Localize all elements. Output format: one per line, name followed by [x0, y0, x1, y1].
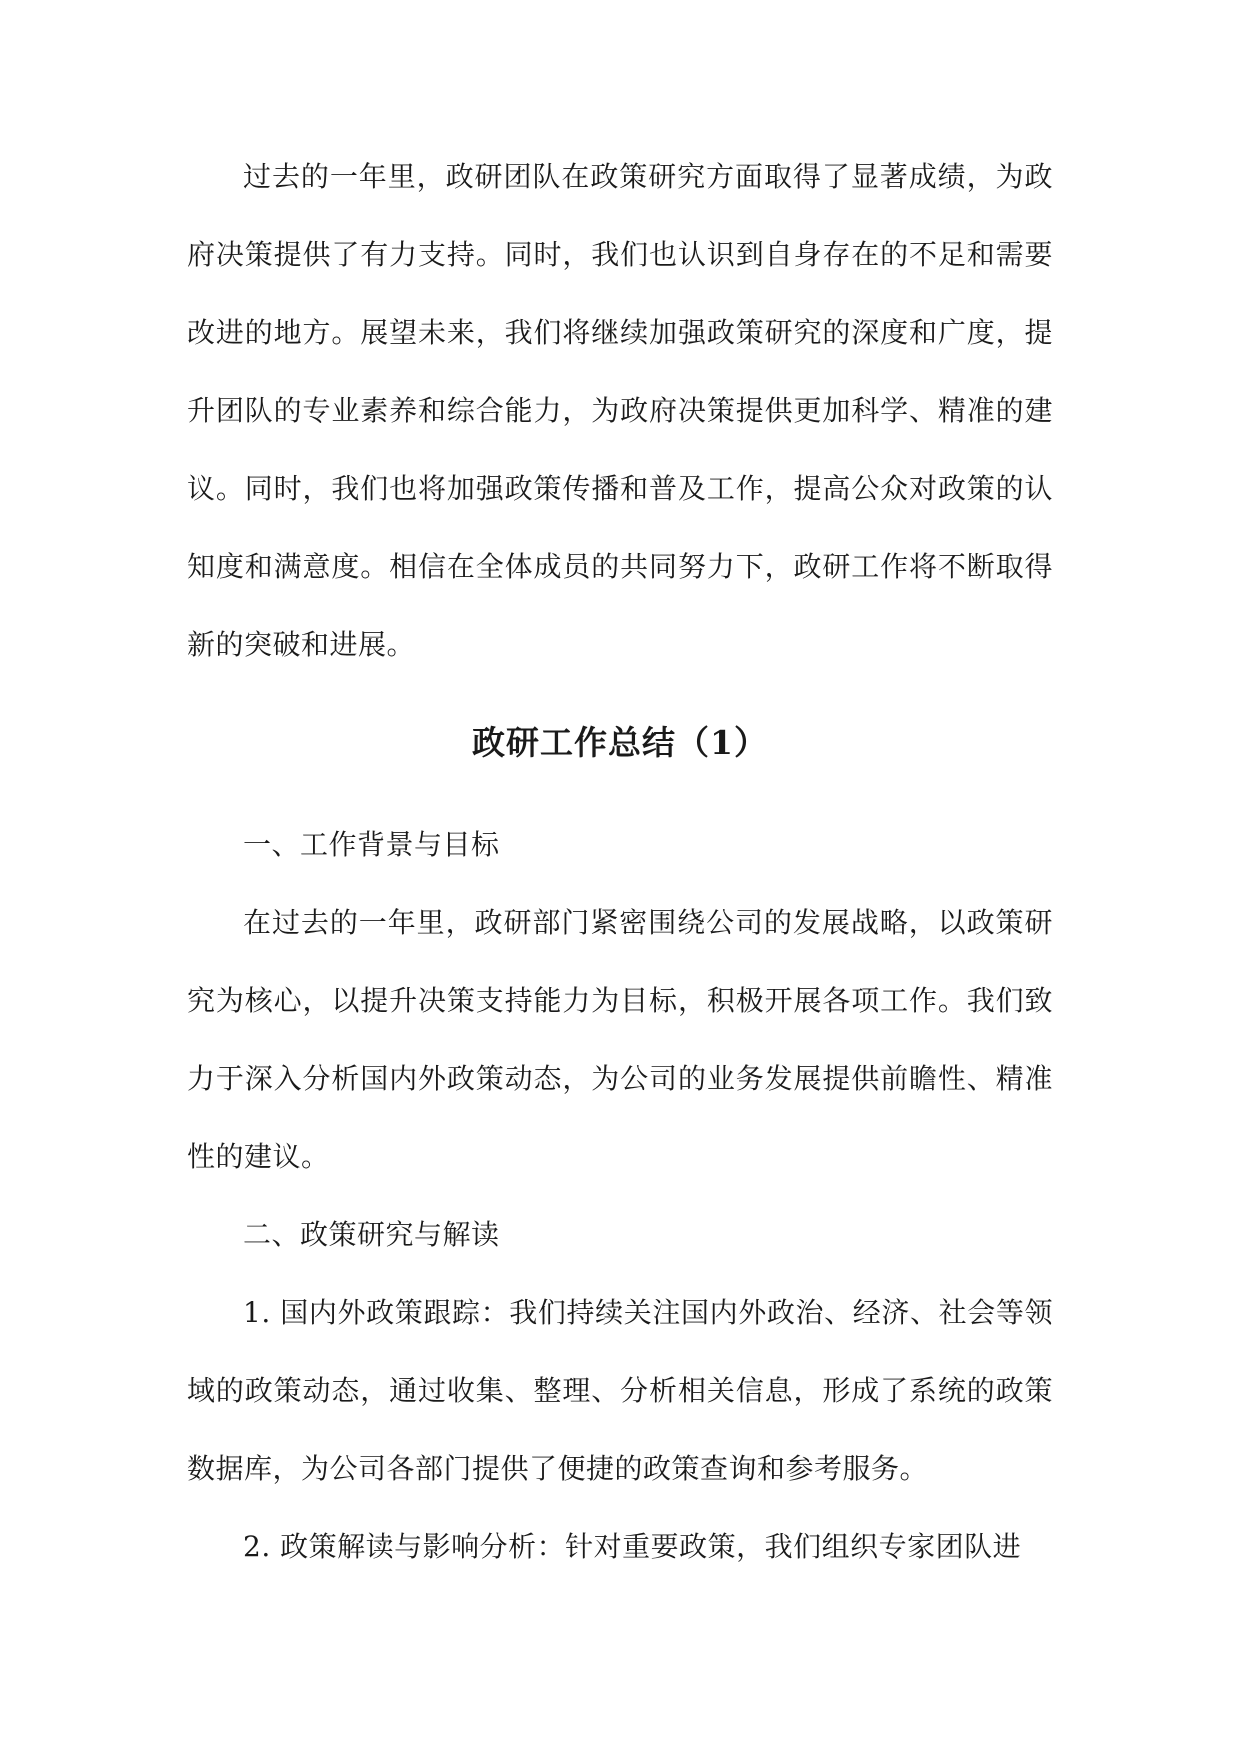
intro-paragraph: 过去的一年里，政研团队在政策研究方面取得了显著成绩，为政府决策提供了有力支持。同时，我们也认识到自身存在的不足和需要改进的地方。展望未来，我们将继续加强政策研究的深度和广度，提升团队的专业素养和综合能力，为政府决策提供更加科学、精准的建议。同时，我们也将加强政策传播和普及工作，提高公众对政策的认知度和满意度。相信在全体成员的共同努力下，政研工作将不断取得新的突破和进展。 [187, 160, 1053, 661]
list-item-2: 2. 政策解读与影响分析：针对重要政策，我们组织专家团队进 [243, 1530, 1022, 1563]
document-title: 政研工作总结（1） [472, 723, 768, 762]
document-body [187, 138, 1053, 1586]
section-1-title: 一、工作背景与目标 [243, 828, 500, 861]
title-block [187, 684, 1053, 806]
section-2-title: 二、政策研究与解读 [243, 1218, 500, 1251]
section-1-paragraph: 在过去的一年里，政研部门紧密围绕公司的发展战略，以政策研究为核心，以提升决策支持能力为目标，积极开展各项工作。我们致力于深入分析国内外政策动态，为公司的业务发展提供前瞻性、精准性的建议。 [187, 906, 1053, 1173]
list-item-1: 1. 国内外政策跟踪：我们持续关注国内外政治、经济、社会等领域的政策动态，通过收集、整理、分析相关信息，形成了系统的政策数据库，为公司各部门提供了便捷的政策查询和参考服务。 [187, 1296, 1053, 1485]
